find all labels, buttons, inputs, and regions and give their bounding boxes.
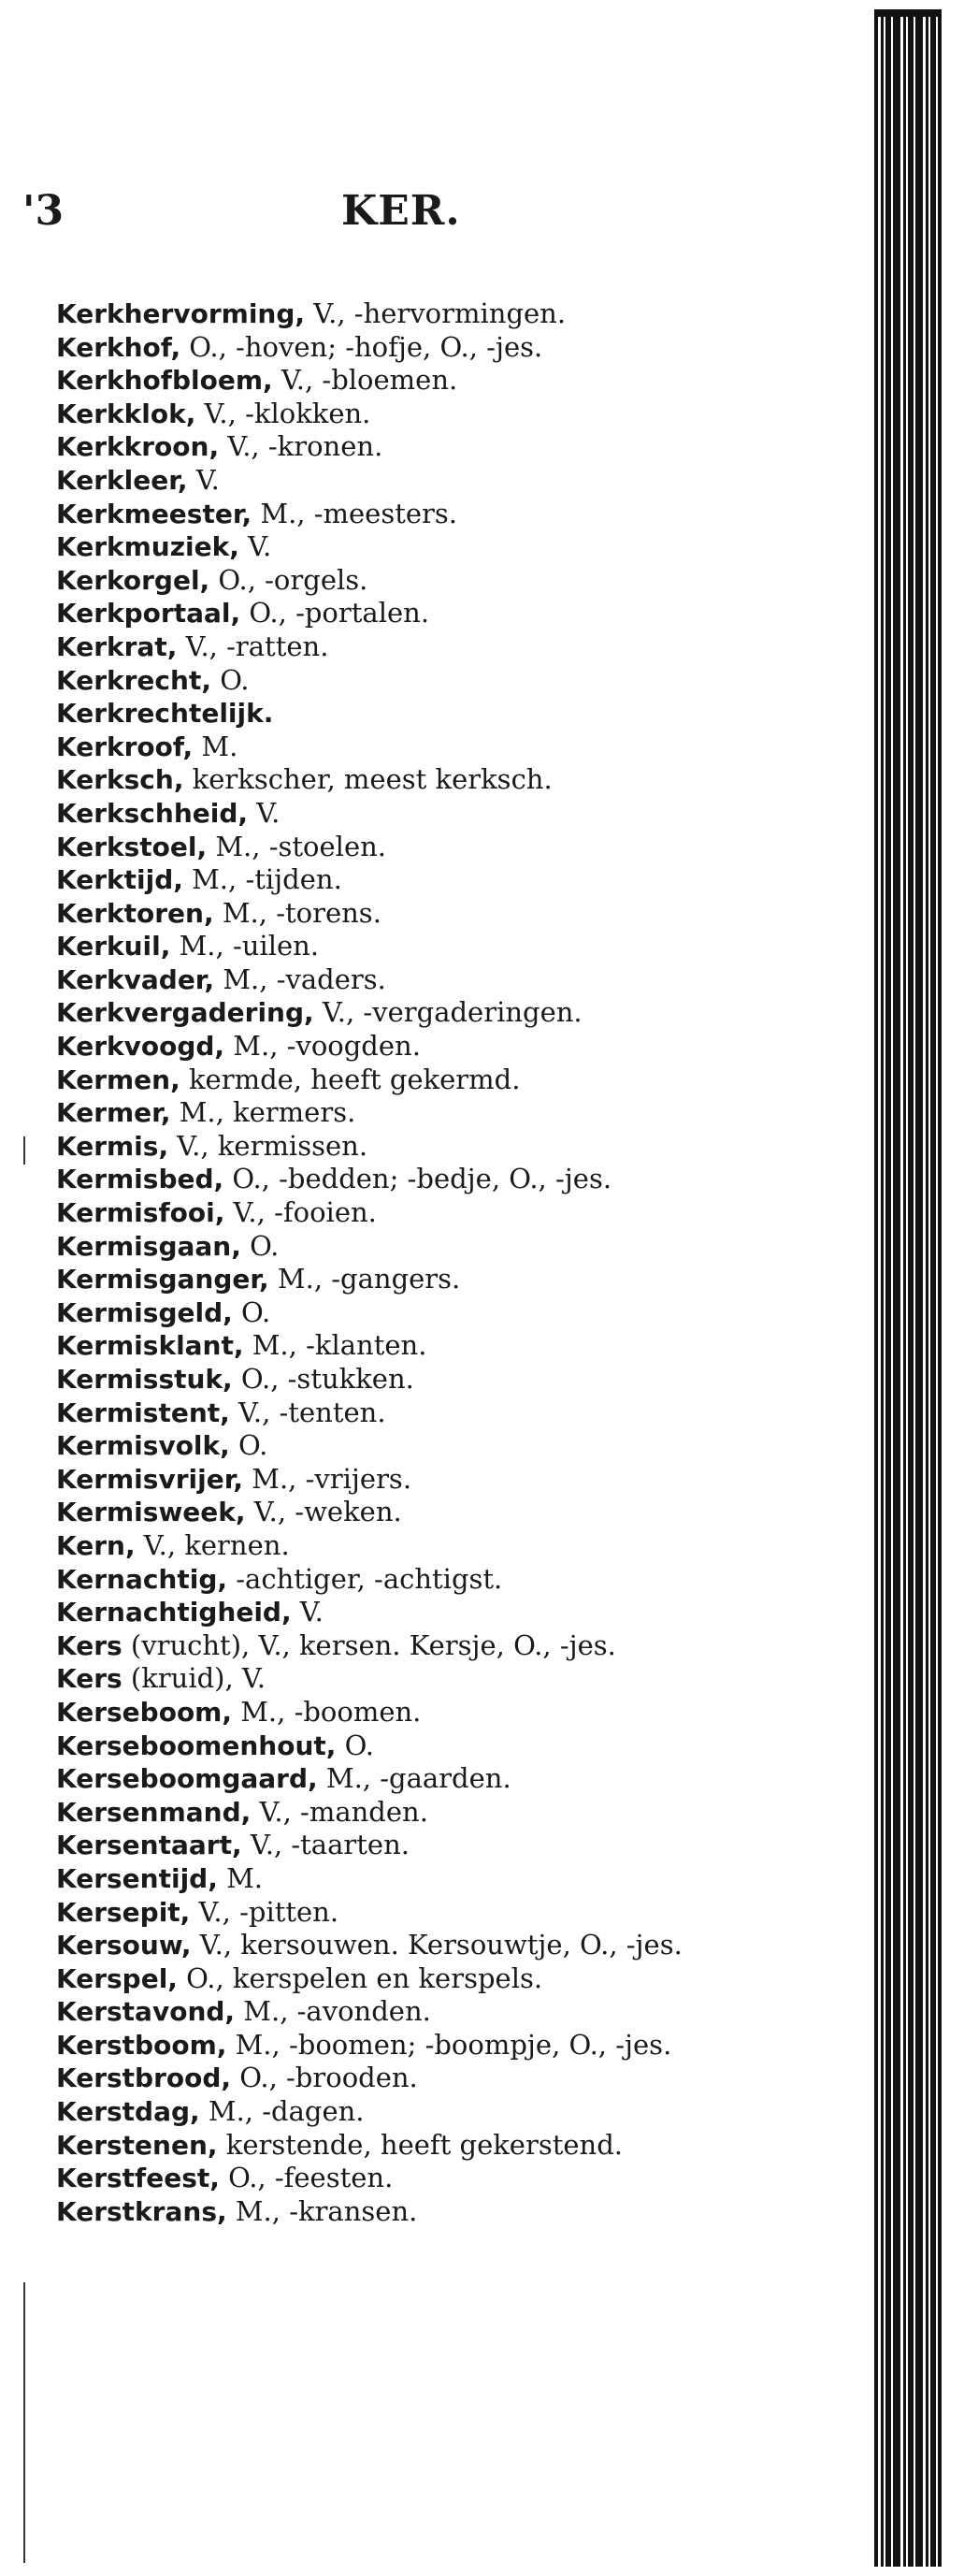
entry-grammar: O., kerspelen en kerspels. xyxy=(177,1961,543,1994)
entry-grammar: V. xyxy=(248,796,281,829)
entry-grammar: M., -gaarden. xyxy=(317,1762,511,1795)
entry-headword: Kerkschheid, xyxy=(56,797,249,829)
entry-headword: Kerkvoogd, xyxy=(56,1031,225,1063)
entry-headword: Kerktijd, xyxy=(56,864,183,896)
dictionary-entry xyxy=(56,1496,757,1529)
entry-grammar: V., -taarten. xyxy=(241,1829,410,1861)
entry-headword: Kerkhofbloem, xyxy=(56,365,273,397)
entry-grammar: O. xyxy=(336,1729,374,1761)
entry-grammar: M., -boomen. xyxy=(232,1695,422,1728)
entry-grammar: M. xyxy=(217,1861,263,1894)
dictionary-entry xyxy=(56,763,757,797)
entry-headword: Kerkmuziek, xyxy=(56,531,239,563)
entry-headword: Kers xyxy=(56,1629,122,1661)
entry-headword: Kerkvader, xyxy=(56,963,215,995)
dictionary-entry xyxy=(56,897,757,931)
entry-grammar: V., -hervormingen. xyxy=(305,297,567,329)
entry-headword: Kersepit, xyxy=(56,1896,191,1928)
entry-headword: Kerkmeester, xyxy=(56,498,252,529)
entry-headword: Kermisfooi, xyxy=(56,1197,225,1229)
entry-headword: Kerktoren, xyxy=(56,897,214,929)
dictionary-entry xyxy=(56,1130,757,1164)
entry-headword: Kerstkrans, xyxy=(56,2195,227,2227)
entry-headword: Kern, xyxy=(56,1529,136,1561)
entry-grammar: M., -uilen. xyxy=(170,930,320,962)
entry-grammar: O. xyxy=(232,1295,271,1328)
dictionary-entry xyxy=(56,1962,757,1996)
entry-grammar: V., -pitten. xyxy=(190,1895,339,1928)
dictionary-entry xyxy=(56,597,757,630)
entry-grammar: O. xyxy=(229,1429,268,1462)
dictionary-entry xyxy=(56,1429,757,1463)
entry-headword: Kerksch, xyxy=(56,764,184,796)
entry-headword: Kermisbed, xyxy=(56,1164,224,1195)
dictionary-entry xyxy=(56,831,757,864)
dictionary-entry xyxy=(56,1296,757,1330)
dictionary-entry xyxy=(56,430,757,464)
entry-grammar: V. xyxy=(238,530,272,563)
dictionary-entry xyxy=(56,530,757,564)
dictionary-entry xyxy=(56,797,757,831)
page-heading: KER. xyxy=(341,187,461,235)
entry-grammar: M., -kransen. xyxy=(226,2194,418,2227)
entry-grammar: V., -bloemen. xyxy=(272,364,458,397)
book-spine-edge xyxy=(874,9,942,2567)
entry-grammar: V., kernen. xyxy=(135,1528,290,1561)
entry-grammar: M. xyxy=(193,730,238,762)
dictionary-entry xyxy=(56,1829,757,1862)
dictionary-entries xyxy=(56,297,757,2228)
entry-grammar: O., -bedden; -bedje, O., -jes. xyxy=(223,1163,612,1195)
dictionary-entry xyxy=(56,1463,757,1497)
entry-headword: Kerkleer, xyxy=(56,464,188,496)
dictionary-entry xyxy=(56,731,757,764)
entry-headword: Kermisstuk, xyxy=(56,1364,233,1395)
entry-grammar: O. xyxy=(210,663,250,696)
entry-headword: Kernachtig, xyxy=(56,1563,228,1595)
entry-headword: Kermer, xyxy=(56,1097,171,1129)
dictionary-entry xyxy=(56,1397,757,1430)
entry-headword: Kermisvrijer, xyxy=(56,1463,244,1495)
dictionary-entry xyxy=(56,331,757,365)
entry-grammar: V., kermissen. xyxy=(168,1129,368,1162)
dictionary-entry xyxy=(56,1629,757,1663)
dictionary-entry xyxy=(56,464,757,498)
dictionary-entry xyxy=(56,1796,757,1830)
dictionary-entry xyxy=(56,1064,757,1097)
entry-grammar: M., -gangers. xyxy=(268,1263,461,1295)
entry-headword: Kerseboomenhout, xyxy=(56,1729,337,1761)
entry-headword: Kerkorgel, xyxy=(56,564,210,596)
entry-grammar: O., -portalen. xyxy=(240,597,430,630)
dictionary-entry xyxy=(56,1995,757,2029)
margin-rule-bottom xyxy=(23,2282,25,2563)
dictionary-entry xyxy=(56,2162,757,2195)
entry-headword: Kermen, xyxy=(56,1064,180,1095)
book-spine-cap xyxy=(874,9,942,17)
entry-headword: Kerstfeest, xyxy=(56,2163,220,2194)
dictionary-entry xyxy=(56,2095,757,2129)
entry-headword: Kerkrecht, xyxy=(56,664,211,696)
entry-grammar: M., -meesters. xyxy=(252,497,458,529)
dictionary-entry xyxy=(56,930,757,963)
entry-grammar: M., -torens. xyxy=(213,896,381,929)
entry-headword: Kersentijd, xyxy=(56,1862,218,1894)
dictionary-entry xyxy=(56,564,757,598)
entry-headword: Kerstbrood, xyxy=(56,2062,232,2094)
entry-grammar: O., -hoven; -hofje, O., -jes. xyxy=(180,330,543,363)
entry-headword: Kerkhervorming, xyxy=(56,298,306,329)
page-number: '3 xyxy=(22,187,65,235)
entry-grammar: (vrucht), V., kersen. Kersje, O., -jes. xyxy=(122,1628,616,1661)
entry-grammar: M., -voogden. xyxy=(224,1030,421,1063)
entry-headword: Kermis, xyxy=(56,1130,169,1162)
entry-grammar: -achtiger, -achtigst. xyxy=(227,1562,503,1595)
entry-headword: Kermisgaan, xyxy=(56,1230,241,1262)
entry-grammar: V., -vergaderingen. xyxy=(313,996,583,1029)
entry-headword: Kerkuil, xyxy=(56,931,171,962)
dictionary-entry xyxy=(56,1363,757,1397)
entry-grammar: V., -weken. xyxy=(245,1496,402,1528)
dictionary-entry xyxy=(56,1696,757,1729)
entry-grammar: V. xyxy=(291,1596,324,1628)
dictionary-entry xyxy=(56,1163,757,1196)
entry-headword: Kersenmand, xyxy=(56,1796,252,1828)
entry-grammar: M., -boomen; -boompje, O., -jes. xyxy=(226,2028,672,2061)
entry-grammar: M., -stoelen. xyxy=(207,830,386,862)
entry-headword: Kerstboom, xyxy=(56,2029,227,2061)
dictionary-entry xyxy=(56,2195,757,2229)
entry-headword: Kernachtigheid, xyxy=(56,1597,292,1628)
entry-headword: Kerstenen, xyxy=(56,2129,218,2161)
entry-headword: Kermisklant, xyxy=(56,1330,244,1362)
dictionary-entry xyxy=(56,297,757,331)
dictionary-entry xyxy=(56,1896,757,1930)
dictionary-entry xyxy=(56,664,757,698)
dictionary-entry xyxy=(56,2029,757,2062)
entry-grammar: M., -dagen. xyxy=(199,2095,365,2128)
dictionary-entry xyxy=(56,2129,757,2163)
entry-grammar: kerkscher, meest kerksch. xyxy=(183,763,553,796)
dictionary-entry xyxy=(56,1563,757,1597)
entry-headword: Kerkrat, xyxy=(56,630,178,662)
dictionary-entry xyxy=(56,1596,757,1629)
dictionary-entry xyxy=(56,364,757,398)
entry-grammar: M., -vrijers. xyxy=(243,1462,412,1495)
entry-headword: Kerkroof, xyxy=(56,731,194,762)
dictionary-entry xyxy=(56,863,757,897)
entry-headword: Kermisganger, xyxy=(56,1264,269,1295)
entry-grammar: M., kermers. xyxy=(170,1096,356,1129)
entry-grammar: O., -feesten. xyxy=(219,2162,394,2194)
entry-grammar: O. xyxy=(240,1229,280,1262)
dictionary-entry xyxy=(56,630,757,664)
entry-grammar: M., -klanten. xyxy=(243,1329,427,1362)
entry-headword: Kers xyxy=(56,1663,122,1695)
dictionary-entry xyxy=(56,1230,757,1264)
dictionary-entry xyxy=(56,697,757,731)
entry-grammar: O., -brooden. xyxy=(231,2062,418,2094)
dictionary-entry xyxy=(56,1096,757,1130)
entry-headword: Kerkportaal, xyxy=(56,598,241,630)
entry-grammar: V., -fooien. xyxy=(224,1196,377,1229)
entry-grammar: M., -tijden. xyxy=(182,863,342,896)
entry-headword: Kerspel, xyxy=(56,1962,178,1994)
entry-headword: Kerstavond, xyxy=(56,1996,236,2028)
dictionary-entry xyxy=(56,1662,757,1696)
entry-grammar: V., -ratten. xyxy=(177,630,329,662)
entry-headword: Kerstdag, xyxy=(56,2096,200,2128)
entry-grammar: V., -kronen. xyxy=(219,430,383,463)
entry-headword: Kerseboom, xyxy=(56,1696,232,1728)
dictionary-entry xyxy=(56,2062,757,2095)
entry-grammar: O., -stukken. xyxy=(232,1363,414,1395)
entry-headword: Kerseboomgaard, xyxy=(56,1763,318,1795)
dictionary-entry xyxy=(56,996,757,1030)
entry-grammar: kermde, heeft gekermd. xyxy=(180,1063,521,1095)
entry-headword: Kermisweek, xyxy=(56,1497,246,1528)
dictionary-entry xyxy=(56,1329,757,1363)
entry-grammar: V., -tenten. xyxy=(229,1396,386,1428)
entry-headword: Kerkkroon, xyxy=(56,431,220,463)
dictionary-entry xyxy=(56,1529,757,1563)
dictionary-entry xyxy=(56,1929,757,1962)
entry-headword: Kermisgeld, xyxy=(56,1296,233,1328)
dictionary-entry xyxy=(56,398,757,431)
dictionary-entry xyxy=(56,1762,757,1796)
dictionary-entry xyxy=(56,963,757,997)
entry-grammar: V. xyxy=(187,463,220,496)
dictionary-entry xyxy=(56,1263,757,1296)
entry-headword: Kersouw, xyxy=(56,1930,192,1961)
entry-grammar: V., kersouwen. Kersouwtje, O., -jes. xyxy=(191,1929,683,1961)
dictionary-entry xyxy=(56,1030,757,1064)
entry-grammar: O., -orgels. xyxy=(209,563,368,596)
entry-grammar: V., -klokken. xyxy=(195,397,371,429)
entry-headword: Kerkrechtelijk. xyxy=(56,698,274,730)
entry-headword: Kerkvergadering, xyxy=(56,997,314,1029)
dictionary-entry xyxy=(56,498,757,531)
entry-grammar: kerstende, heeft gekerstend. xyxy=(217,2128,623,2161)
entry-grammar: (kruid), V. xyxy=(122,1662,266,1695)
entry-headword: Kermistent, xyxy=(56,1397,230,1428)
entry-grammar: V., -manden. xyxy=(251,1795,428,1828)
entry-headword: Kerkstoel, xyxy=(56,831,208,862)
margin-rule-top xyxy=(23,1136,25,1165)
dictionary-entry xyxy=(56,1196,757,1230)
entry-grammar: M., -vaders. xyxy=(214,962,386,995)
entry-headword: Kermisvolk, xyxy=(56,1430,230,1462)
entry-headword: Kersentaart, xyxy=(56,1830,242,1861)
entry-headword: Kerkhof, xyxy=(56,331,181,363)
entry-headword: Kerkklok, xyxy=(56,398,196,429)
entry-grammar: M., -avonden. xyxy=(235,1995,431,2028)
dictionary-entry xyxy=(56,1729,757,1763)
dictionary-entry xyxy=(56,1862,757,1896)
